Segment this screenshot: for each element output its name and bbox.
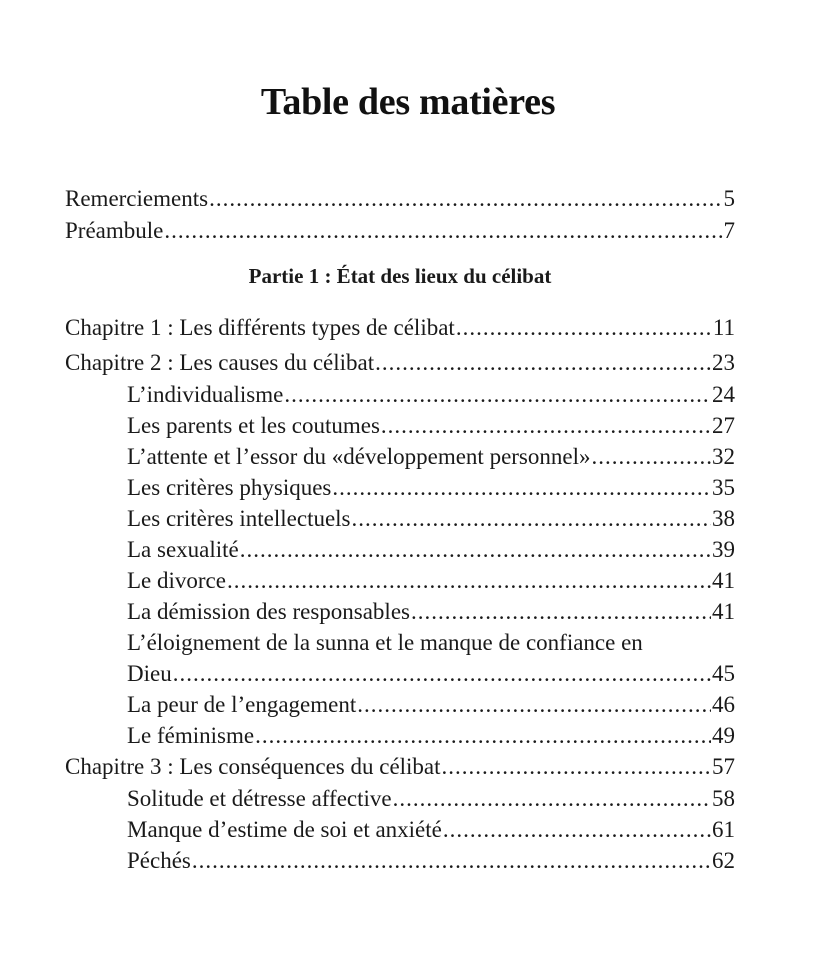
dot-leader	[381, 410, 711, 441]
dot-leader	[164, 215, 722, 247]
toc-label: L’attente et l’essor du «développement personnel»	[127, 444, 591, 469]
toc-label: Le féminisme	[127, 723, 255, 748]
toc-page: 41	[712, 568, 735, 593]
toc-label: Chapitre 1 : Les différents types de célibat	[65, 315, 455, 340]
toc-label: Le divorce	[127, 568, 226, 593]
toc-page: 57	[712, 754, 735, 779]
toc-section[interactable]	[65, 658, 735, 689]
toc-label: Chapitre 3 : Les conséquences du célibat	[65, 754, 441, 779]
toc-section[interactable]	[65, 814, 735, 845]
toc-page: 32	[712, 444, 735, 469]
toc-label: Remerciements	[65, 186, 209, 211]
toc-label: Péchés	[127, 848, 191, 873]
toc-page: 41	[712, 599, 735, 624]
toc-entry-chapter-2[interactable]	[65, 347, 735, 379]
toc-label: Manque d’estime de soi et anxiété	[127, 817, 442, 842]
toc-entry-chapter-1[interactable]	[65, 309, 735, 347]
toc-section[interactable]	[65, 596, 735, 627]
toc-page: 46	[712, 692, 735, 717]
toc-label: La peur de l’engagement	[127, 692, 357, 717]
dot-leader	[411, 596, 711, 627]
toc-page: 39	[712, 537, 735, 562]
toc-page: 35	[712, 475, 735, 500]
toc-section[interactable]	[65, 472, 735, 503]
toc-section[interactable]	[65, 565, 735, 596]
toc-section[interactable]	[65, 441, 735, 472]
dot-leader	[332, 472, 711, 503]
toc-section[interactable]	[65, 845, 735, 876]
dot-leader	[357, 689, 711, 720]
toc-page: 5	[723, 186, 735, 211]
toc-label: Solitude et détresse affective	[127, 786, 392, 811]
table-of-contents	[65, 183, 735, 876]
part-heading: Partie 1 : État des lieux du célibat	[248, 264, 552, 288]
dot-leader	[393, 783, 711, 814]
toc-label: Les critères physiques	[127, 475, 332, 500]
toc-page: 49	[712, 723, 735, 748]
toc-page: 45	[712, 661, 735, 686]
dot-leader	[352, 503, 711, 534]
dot-leader	[442, 751, 711, 783]
dot-leader	[173, 658, 711, 689]
toc-label: Préambule	[65, 218, 164, 243]
dot-leader	[227, 565, 711, 596]
toc-page: 7	[723, 218, 735, 243]
toc-label: Chapitre 2 : Les causes du célibat	[65, 350, 375, 375]
toc-label: L’individualisme	[127, 382, 284, 407]
toc-section[interactable]	[65, 534, 735, 565]
dot-leader	[443, 814, 711, 845]
toc-label: La démission des responsables	[127, 599, 410, 624]
toc-label: La sexualité	[127, 537, 239, 562]
dot-leader	[284, 379, 711, 410]
toc-section[interactable]	[65, 627, 735, 658]
toc-label: Les critères intellectuels	[127, 506, 351, 531]
page-title: Table des matières	[260, 81, 556, 123]
dot-leader	[456, 309, 712, 347]
dot-leader	[209, 183, 722, 215]
toc-page: 27	[712, 413, 735, 438]
toc-entry-chapter-3[interactable]	[65, 751, 735, 783]
toc-label: Dieu	[127, 661, 172, 686]
toc-page: 58	[712, 786, 735, 811]
toc-page: 62	[712, 848, 735, 873]
toc-section[interactable]	[65, 720, 735, 751]
toc-entry-remerciements[interactable]	[65, 183, 735, 215]
toc-page: 61	[712, 817, 735, 842]
dot-leader	[240, 534, 711, 565]
dot-leader	[375, 347, 711, 379]
toc-section[interactable]	[65, 410, 735, 441]
toc-page: 24	[712, 382, 735, 407]
dot-leader	[192, 845, 711, 876]
dot-leader	[255, 720, 711, 751]
toc-label: L’éloignement de la sunna et le manque de confiance en	[127, 630, 643, 655]
toc-page: 38	[712, 506, 735, 531]
toc-label: Les parents et les coutumes	[127, 413, 380, 438]
dot-leader	[591, 441, 711, 472]
toc-entry-preambule[interactable]	[65, 215, 735, 247]
toc-section[interactable]	[65, 783, 735, 814]
toc-section[interactable]	[65, 503, 735, 534]
toc-section[interactable]	[65, 379, 735, 410]
toc-page: 23	[712, 350, 735, 375]
toc-section[interactable]	[65, 689, 735, 720]
toc-page: 11	[712, 315, 735, 340]
